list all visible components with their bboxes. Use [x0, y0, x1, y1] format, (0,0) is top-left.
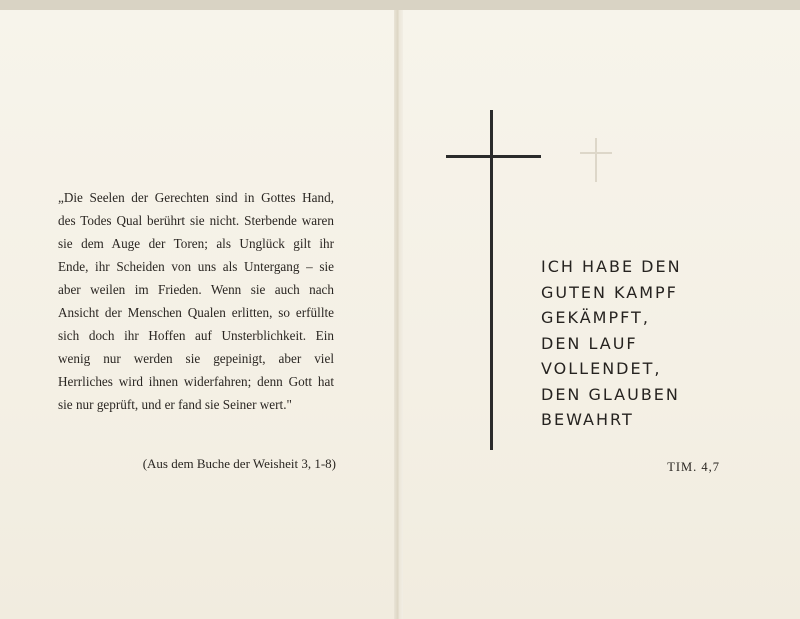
- verse-line: DEN GLAUBEN: [541, 384, 680, 404]
- quote-line: „Die Seelen der Gerechten sind in Gottes Hand,: [58, 190, 334, 205]
- scan-top-edge: [0, 0, 800, 10]
- cross-icon-vertical: [490, 110, 493, 450]
- quote-source: (Aus dem Buche der Weisheit 3, 1-8): [142, 456, 336, 471]
- verse-line: BEWAHRT: [541, 410, 634, 429]
- scripture-verse: [541, 254, 771, 433]
- quote-line: aber weilen im Frieden. Wenn sie auch nach: [58, 282, 334, 297]
- quote-line: sie nur geprüft, und er fand sie Seiner wert.": [58, 397, 292, 412]
- quote-line: Ende, ihr Scheiden von uns als Untergang – sie: [58, 259, 334, 274]
- card-fold: [394, 10, 403, 619]
- verse-line: VOLLENDET,: [541, 359, 662, 378]
- quote-line: des Todes Qual berührt sie nicht. Sterbende waren: [58, 213, 334, 228]
- quote-line: Ansicht der Menschen Qualen erlitten, so erfüllte: [58, 305, 334, 320]
- wisdom-quote: [58, 186, 334, 416]
- quote-line: wenig nur werden sie gepeinigt, aber viel: [58, 351, 334, 366]
- verse-reference: TIM. 4,7: [667, 460, 720, 474]
- verse-line: DEN LAUF: [541, 333, 638, 353]
- verse-line: GEKÄMPFT,: [541, 308, 650, 327]
- cross-icon-horizontal: [446, 155, 541, 158]
- quote-line: Herrliches wird ihnen widerfahren; denn Gott hat: [58, 374, 334, 389]
- verse-line: GUTEN KAMPF: [541, 282, 678, 302]
- verse-line: ICH HABE DEN: [541, 257, 682, 276]
- quote-line: sich doch ihr Hoffen auf Unsterblichkeit. Ein: [58, 328, 334, 343]
- show-through-cross-vertical: [595, 138, 597, 182]
- quote-line: sie dem Auge der Toren; als Unglück gilt ihr: [58, 236, 334, 251]
- show-through-cross-horizontal: [580, 152, 612, 154]
